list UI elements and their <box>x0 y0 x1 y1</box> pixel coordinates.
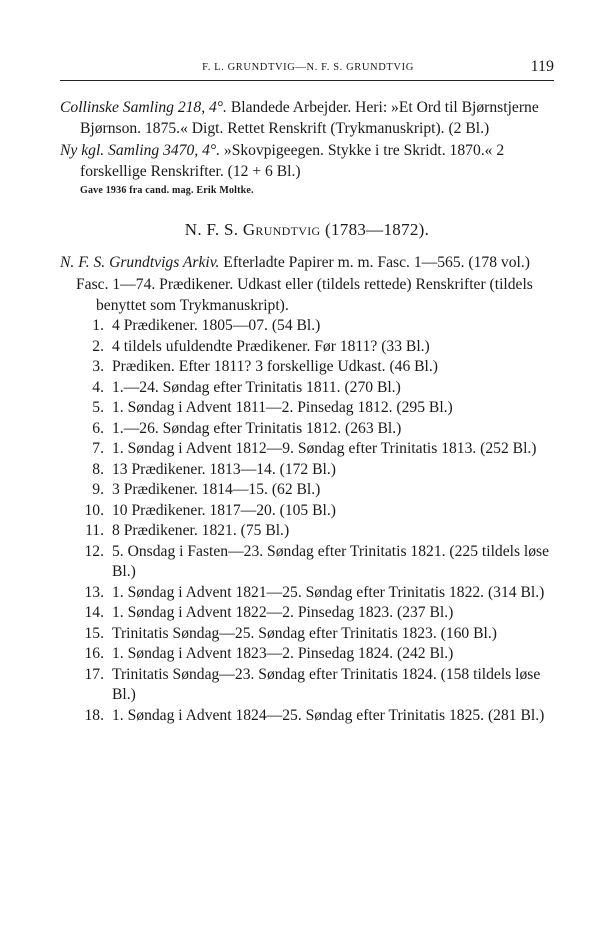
item-number: 16. <box>84 645 104 662</box>
item-text: 5. Onsdag i Fasten—23. Søndag efter Trinitatis 1821. (225 tildels løse Bl.) <box>112 542 550 580</box>
header-rule <box>60 80 554 81</box>
section-prefix: N. F. S. <box>184 220 243 239</box>
list-item <box>60 398 554 419</box>
list-item <box>60 501 554 522</box>
item-number: 12. <box>84 542 104 560</box>
page-body <box>60 98 554 726</box>
list-item <box>60 542 554 583</box>
list-item <box>60 706 554 727</box>
catalog-entry <box>60 98 554 139</box>
item-number: 15. <box>84 624 104 642</box>
list-item <box>60 644 554 665</box>
section-heading <box>60 220 554 241</box>
item-text: 13 Prædikener. 1813—14. (172 Bl.) <box>112 460 336 478</box>
list-item <box>60 521 554 542</box>
item-text: 4 tildels ufuldendte Prædikener. Før 1811? (33 Bl.) <box>112 337 430 355</box>
item-number: 2. <box>92 337 104 355</box>
item-number: 7. <box>92 440 104 457</box>
item-number: 4. <box>92 378 104 396</box>
item-text: 4 Prædikener. 1805—07. (54 Bl.) <box>112 317 321 334</box>
item-number: 17. <box>84 665 104 683</box>
item-text: Trinitatis Søndag—23. Søndag efter Trinitatis 1824. (158 tildels løse Bl.) <box>112 665 541 703</box>
item-number: 10. <box>84 501 104 519</box>
list-item <box>60 316 554 337</box>
gift-note: Gave 1936 fra cand. mag. Erik Moltke. <box>80 185 254 196</box>
catalog-entry <box>60 141 554 182</box>
list-item <box>60 624 554 645</box>
archive-text: Efterladte Papirer m. m. Fasc. 1—565. (178 vol.) <box>219 253 530 271</box>
item-number: 18. <box>84 706 104 724</box>
item-number: 5. <box>92 399 104 416</box>
item-text: 1. Søndag i Advent 1822—2. Pinsedag 1823. (237 Bl.) <box>112 604 454 621</box>
item-number: 6. <box>92 419 104 437</box>
section-dates: (1783—1872). <box>320 220 430 239</box>
fascicle-list <box>60 316 554 726</box>
fasc-intro: Fasc. 1—74. Prædikener. Udkast eller (tildels rettede) Renskrifter (tildels benyttet som Trykmanuskript). <box>76 276 533 314</box>
page-header <box>60 58 556 80</box>
list-item <box>60 583 554 604</box>
item-text: Prædiken. Efter 1811? 3 forskellige Udkast. (46 Bl.) <box>112 358 438 375</box>
item-number: 3. <box>92 358 104 375</box>
section-name: Grundtvig <box>242 220 321 239</box>
archive-title: N. F. S. Grundtvigs Arkiv. <box>60 253 220 271</box>
entry-text: »Skovpigeegen. Stykke i tre Skridt. 1870.« 2 forskellige Renskrifter. (12 + 6 Bl.) <box>80 142 505 180</box>
list-item <box>60 603 554 624</box>
running-head: F. L. GRUNDTVIG—N. F. S. GRUNDTVIG <box>202 62 414 73</box>
list-item <box>60 378 554 399</box>
item-text: 1. Søndag i Advent 1811—2. Pinsedag 1812. (295 Bl.) <box>112 399 453 416</box>
entry-title: Collinske Samling 218, 4°. <box>60 99 227 116</box>
item-number: 9. <box>92 481 104 498</box>
list-item <box>60 439 554 460</box>
item-text: 1.—24. Søndag efter Trinitatis 1811. (270 Bl.) <box>112 378 401 396</box>
archive-entry <box>60 253 554 274</box>
list-item <box>60 337 554 358</box>
list-item <box>60 419 554 440</box>
item-number: 11. <box>85 522 104 539</box>
item-number: 8. <box>92 460 104 478</box>
list-item <box>60 480 554 501</box>
item-text: 1. Søndag i Advent 1821—25. Søndag efter Trinitatis 1822. (314 Bl.) <box>112 583 545 601</box>
item-number: 14. <box>84 604 104 621</box>
item-text: 1.—26. Søndag efter Trinitatis 1812. (263 Bl.) <box>112 419 402 437</box>
item-text: 10 Prædikener. 1817—20. (105 Bl.) <box>112 501 336 519</box>
item-number: 13. <box>84 583 104 601</box>
item-text: 3 Prædikener. 1814—15. (62 Bl.) <box>112 481 321 498</box>
item-number: 1. <box>92 317 104 334</box>
item-text: Trinitatis Søndag—25. Søndag efter Trinitatis 1823. (160 Bl.) <box>112 624 497 642</box>
page-number: 119 <box>530 58 554 75</box>
item-text: 8 Prædikener. 1821. (75 Bl.) <box>112 522 290 539</box>
list-item <box>60 665 554 706</box>
list-item <box>60 460 554 481</box>
item-text: 1. Søndag i Advent 1824—25. Søndag efter Trinitatis 1825. (281 Bl.) <box>112 706 545 724</box>
item-text: 1. Søndag i Advent 1823—2. Pinsedag 1824. (242 Bl.) <box>112 645 454 662</box>
entry-title: Ny kgl. Samling 3470, 4°. <box>60 142 220 159</box>
entry-text: Blandede Arbejder. Heri: »Et Ord til Bjørnstjerne Bjørnson. 1875.« Digt. Rettet Renskrift (Trykmanuskript). (2 Bl.) <box>80 99 539 137</box>
list-item <box>60 357 554 378</box>
item-text: 1. Søndag i Advent 1812—9. Søndag efter Trinitatis 1813. (252 Bl.) <box>112 440 537 457</box>
